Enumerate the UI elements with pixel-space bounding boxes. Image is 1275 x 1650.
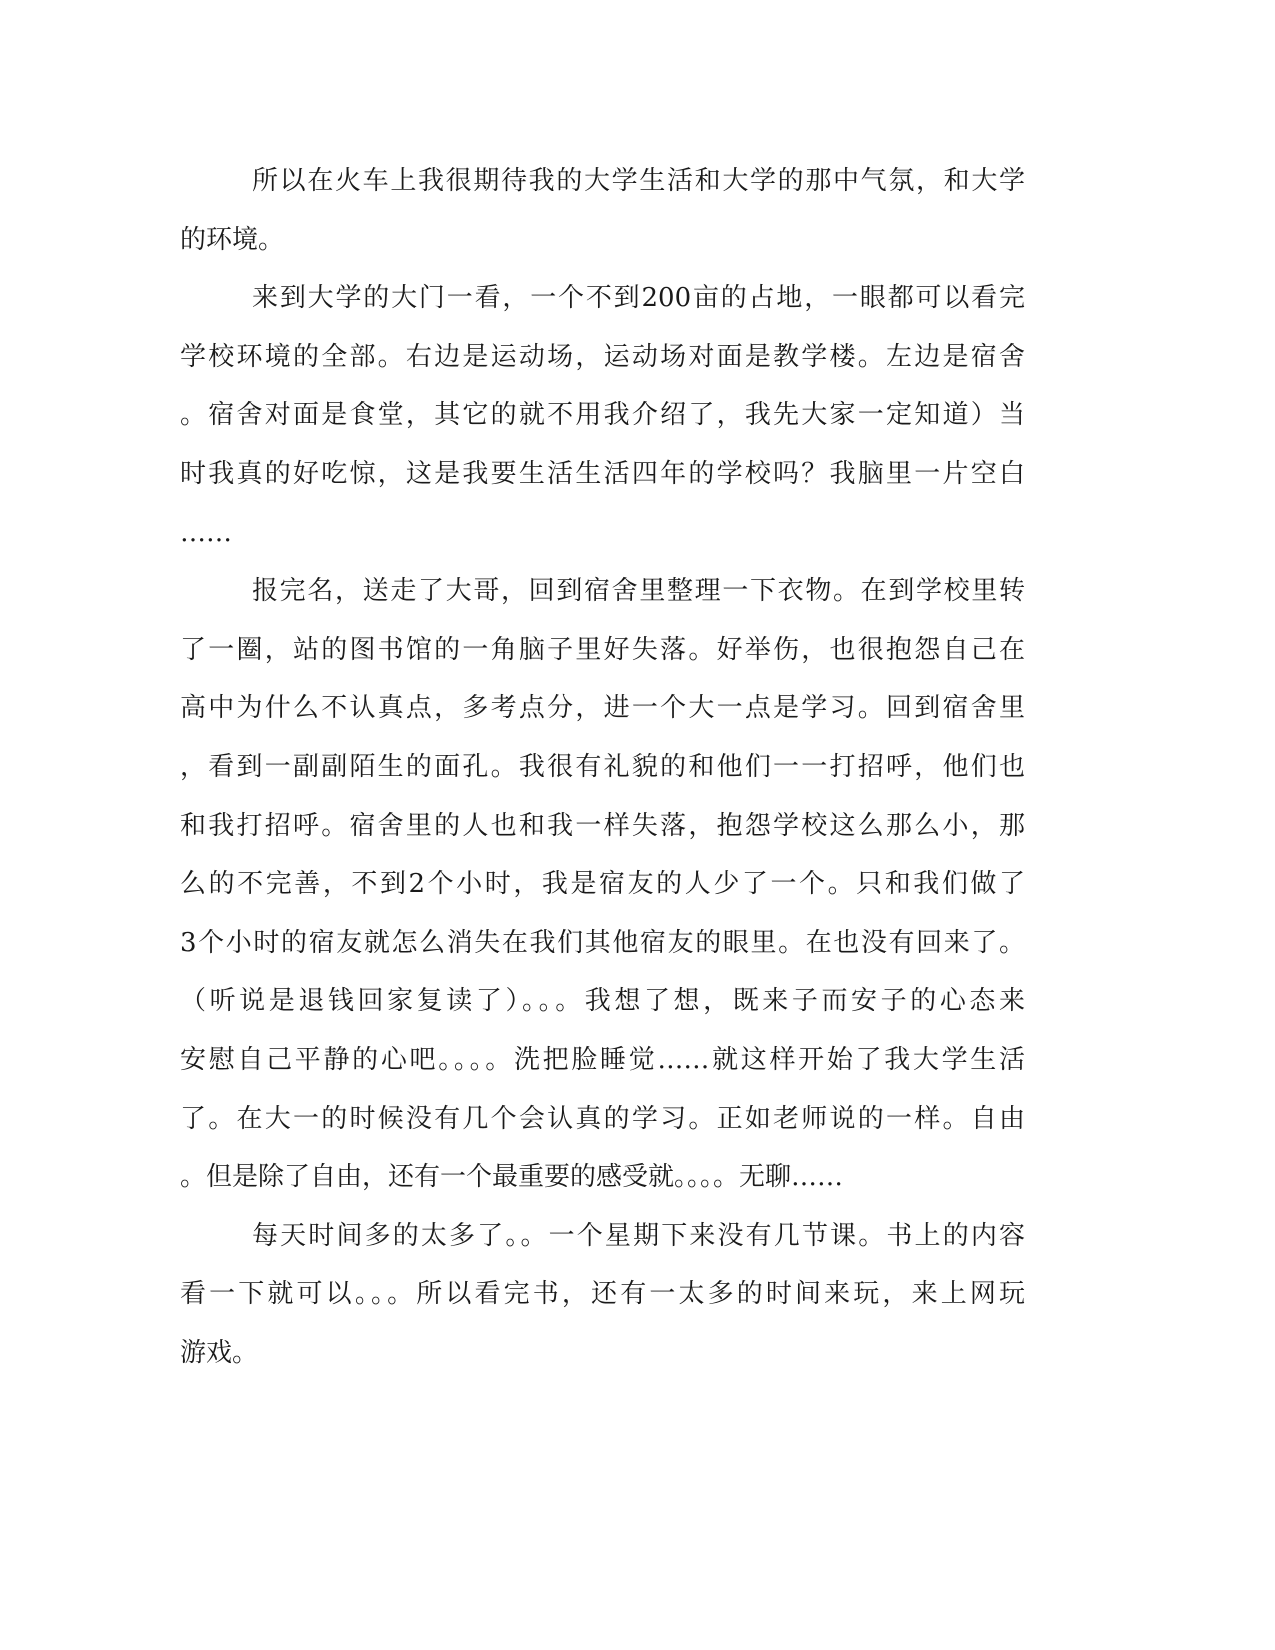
text-line: 学校环境的全部。右边是运动场，运动场对面是教学楼。左边是宿舍 <box>180 341 1025 372</box>
text-line: 看一下就可以。。。所以看完书，还有一太多的时间来玩，来上网玩 <box>180 1279 1025 1310</box>
text-line: 。但是除了自由，还有一个最重要的感受就。。。。无聊…… <box>180 1162 844 1193</box>
body-text <box>180 152 1025 1382</box>
text-line: （听说是退钱回家复读了）。。。我想了想，既来子而安子的心态来 <box>180 986 1025 1017</box>
text-line: 。宿舍对面是食堂，其它的就不用我介绍了，我先大家一定知道）当 <box>180 400 1025 431</box>
text-line: 么的不完善，不到2个小时，我是宿友的人少了一个。只和我们做了 <box>180 869 1025 900</box>
text-line: 的环境。 <box>180 224 285 255</box>
text-line: 来到大学的大门一看，一个不到200亩的占地，一眼都可以看完 <box>252 283 1025 314</box>
text-line: 所以在火车上我很期待我的大学生活和大学的那中气氛，和大学 <box>252 166 1025 196</box>
text-line: ，看到一副副陌生的面孔。我很有礼貌的和他们一一打招呼，他们也 <box>180 751 1025 782</box>
text-line: 和我打招呼。宿舍里的人也和我一样失落，抱怨学校这么那么小，那 <box>180 810 1025 841</box>
text-line: 游戏。 <box>180 1337 259 1368</box>
text-line: 时我真的好吃惊，这是我要生活生活四年的学校吗？我脑里一片空白 <box>180 458 1025 489</box>
text-line: 每天时间多的太多了。。一个星期下来没有几节课。书上的内容 <box>252 1220 1025 1251</box>
text-line: 3个小时的宿友就怎么消失在我们其他宿友的眼里。在也没有回来了。 <box>180 927 1025 958</box>
text-line: 了一圈，站的图书馆的一角脑子里好失落。好举伤，也很抱怨自己在 <box>180 634 1025 665</box>
text-line: 了。在大一的时候没有几个会认真的学习。正如老师说的一样。自由 <box>180 1103 1025 1134</box>
text-line: 高中为什么不认真点，多考点分，进一个大一点是学习。回到宿舍里 <box>180 693 1025 724</box>
text-line: 安慰自己平静的心吧。。。。洗把脸睡觉……就这样开始了我大学生活 <box>180 1044 1025 1075</box>
text-line: …… <box>180 517 232 548</box>
text-line: 报完名，送走了大哥，回到宿舍里整理一下衣物。在到学校里转 <box>252 576 1025 607</box>
